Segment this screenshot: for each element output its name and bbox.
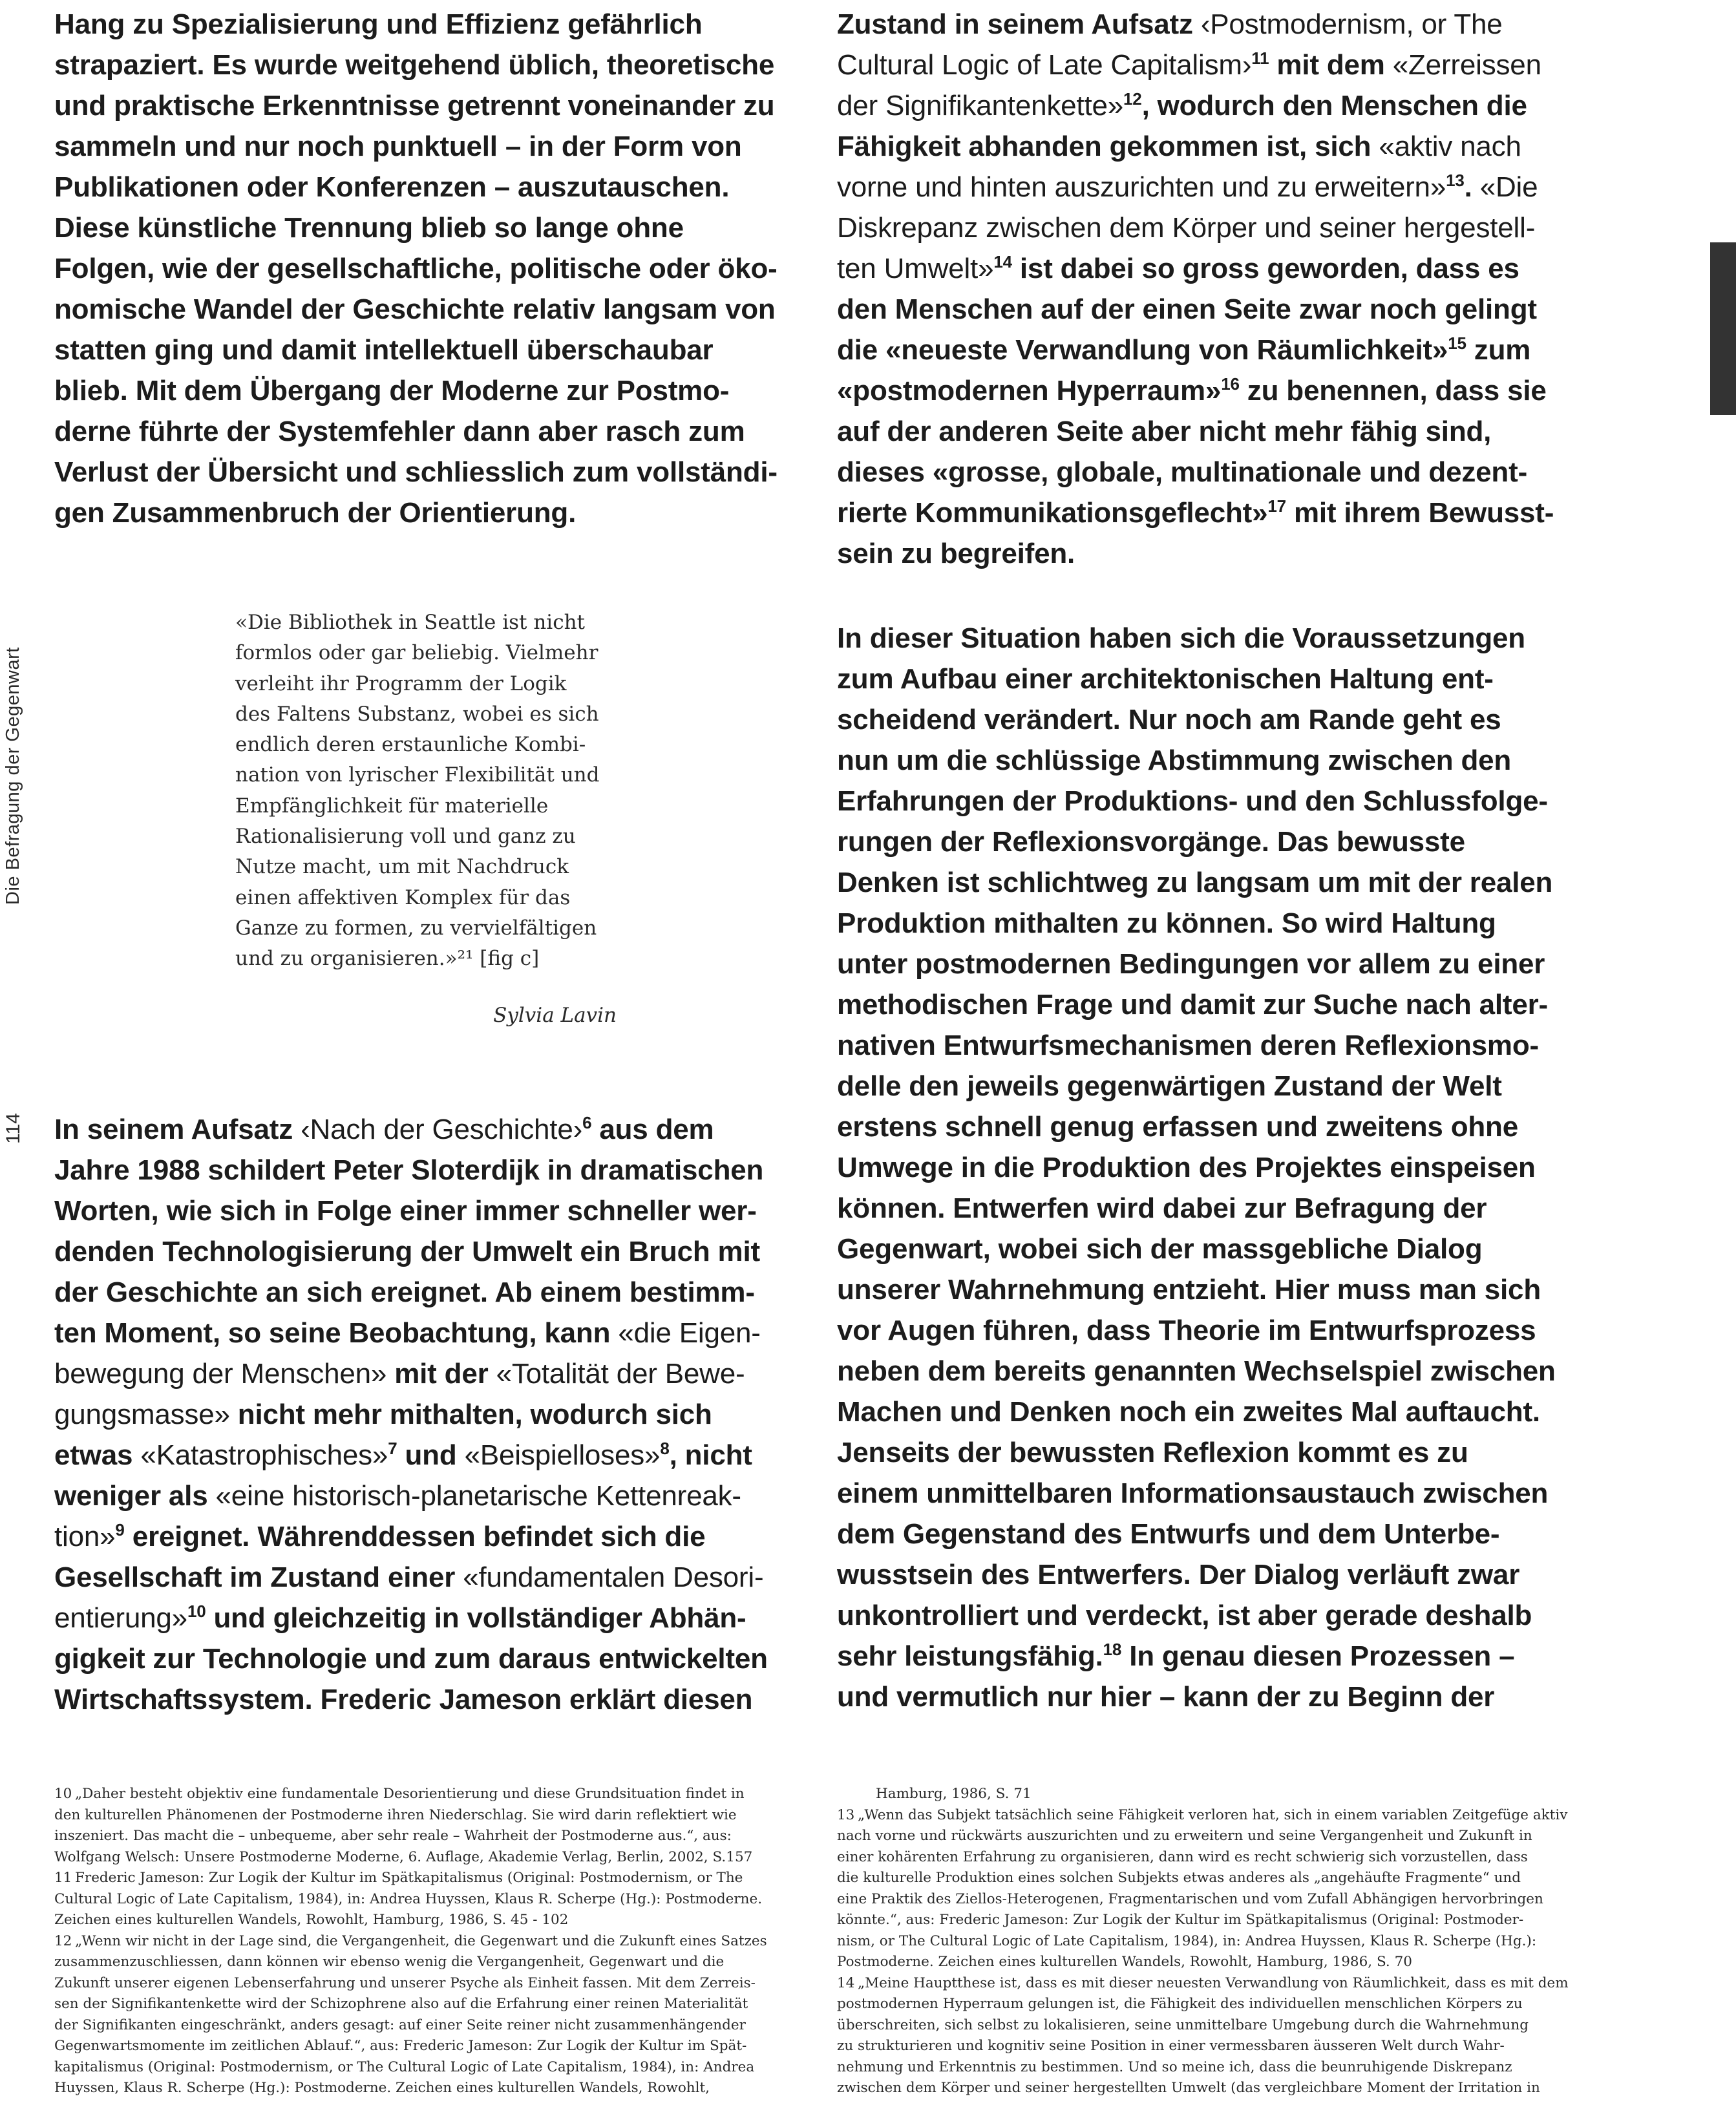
quote-line: verleiht ihr Programm der Logik <box>235 672 567 695</box>
footnote-line: zwischen dem Körper und seiner hergestellten Umwelt (das vergleichbare Moment der Irritation in <box>837 2080 1540 2096</box>
left-column-top-paragraph <box>54 4 817 533</box>
text-line: Denken ist schlichtweg zu langsam um mit der realen <box>837 867 1553 898</box>
text-line: und praktische Erkenntnisse getrennt voneinander zu <box>54 90 775 122</box>
footnote-line: eine Praktik des Ziellos-Heterogenen, Fragmentarischen und vom Zufall Abhängigen hervorbringen <box>837 1890 1543 1907</box>
footnote-line: Cultural Logic of Late Capitalism, 1984), in: Andrea Huyssen, Klaus R. Scherpe (Hg.): Postmoderne. <box>54 1890 763 1907</box>
footnote-10 <box>54 1784 817 1868</box>
text-line: delle den jeweils gegenwärtigen Zustand der Welt <box>837 1070 1502 1102</box>
quote-line: formlos oder gar beliebig. Vielmehr <box>235 641 598 665</box>
running-title: Die Befragung der Gegenwart <box>3 647 23 905</box>
footnote-line: Postmoderne. Zeichen eines kulturellen Wandels, Rowohlt, Hamburg, 1986, S. 70 <box>837 1954 1412 1970</box>
text-line: dem Gegenstand des Entwurfs und dem Unterbe- <box>837 1518 1500 1550</box>
footnote-line: nism, or The Cultural Logic of Late Capitalism, 1984), in: Andrea Huyssen, Klaus R. Scherpe (Hg.): <box>837 1932 1537 1949</box>
footnote-line: nach vorne und rückwärts auszurichten und zu erweitern und seine Vergangenheit und Zukunft in <box>837 1828 1532 1844</box>
footnote-line: Gegenwartsmomente im zeitlichen Ablauf.“, aus: Frederic Jameson: Zur Logik der Kultur im Spät- <box>54 2038 747 2054</box>
text-line: denden Technologisierung der Umwelt ein Bruch mit <box>54 1236 760 1267</box>
footnote-line: inszeniert. Das macht die – unbequeme, aber sehr reale – Wahrheit der Postmoderne aus.“, aus: <box>54 1828 732 1844</box>
quote-line: Empfänglichkeit für materielle <box>235 794 549 818</box>
footnote-line: 14 „Meine Hauptthese ist, dass es mit dieser neuesten Verwandlung von Räumlichkeit, dass es mit dem <box>876 1973 1600 1994</box>
quote-author: Sylvia Lavin <box>493 1004 617 1027</box>
text-line: den Menschen auf der einen Seite zwar noch gelingt <box>837 293 1537 325</box>
text-line: Umwege in die Produktion des Projektes einspeisen <box>837 1152 1536 1183</box>
text-line: nomische Wandel der Geschichte relativ langsam von <box>54 293 776 325</box>
text-line: der Geschichte an sich ereignet. Ab einem bestimm- <box>54 1276 755 1308</box>
text-line: dieses «grosse, globale, multinationale und dezent- <box>837 456 1528 488</box>
text-line: tion»$^9$ ereignet. Währenddessen befindet sich die <box>54 1520 706 1552</box>
text-line: Cultural Logic of Late Capitalism›$^{11}$ mit dem «Zerreissen <box>837 48 1541 81</box>
text-line: zum Aufbau einer architektonischen Haltung ent- <box>837 663 1494 695</box>
text-line: derne führte der Systemfehler dann aber rasch zum <box>54 416 745 447</box>
text-line: Gegenwart, wobei sich der massgebliche Dialog <box>837 1233 1483 1265</box>
text-line: In dieser Situation haben sich die Voraussetzungen <box>837 622 1525 654</box>
footnote-line: 11 Frederic Jameson: Zur Logik der Kultur im Spätkapitalismus (Original: Postmodernism, or The <box>93 1868 817 1889</box>
text-line: Verlust der Übersicht und schliesslich zum vollständi- <box>54 456 778 488</box>
text-line: der Signifikantenkette»$^{12}$, wodurch den Menschen die <box>837 89 1527 122</box>
text-line: ten Moment, so seine Beobachtung, kann «die Eigen- <box>54 1317 761 1349</box>
footnote-number: 12 <box>54 1932 72 1949</box>
text-line: auf der anderen Seite aber nicht mehr fähig sind, <box>837 416 1492 447</box>
text-line: Diese künstliche Trennung blieb so lange ohne <box>54 212 684 244</box>
text-line: Zustand in seinem Aufsatz ‹Postmodernism, or The <box>837 8 1503 40</box>
footnote-number: 14 <box>837 1974 855 1991</box>
footnote-line: sen der Signifikantenkette wird der Schizophrene also auf die Erfahrung einer reinen Materialität <box>54 1996 748 2012</box>
text-line: rungen der Reflexionsvorgänge. Das bewusste <box>837 826 1465 858</box>
quote-line: Nutze macht, um mit Nachdruck <box>235 855 569 879</box>
footnote-line: 12 „Wenn wir nicht in der Lage sind, die Vergangenheit, die Gegenwart und die Zukunft eines Satzes <box>93 1931 817 1952</box>
footnotes-right <box>837 1784 1600 2099</box>
text-line: weniger als «eine historisch-planetarische Kettenreak- <box>54 1480 741 1512</box>
quote-line: «Die Bibliothek in Seattle ist nicht <box>235 611 586 634</box>
text-line: Erfahrungen der Produktions- und den Schlussfolge- <box>837 785 1548 817</box>
footnote-line: einer kohärenten Erfahrung zu organisieren, dann wird es recht schwierig sich vorzustellen, dass <box>837 1848 1528 1865</box>
footnote-line: den kulturellen Phänomenen der Postmoderne ihren Niederschlag. Sie wird darin reflektiert wie <box>54 1806 737 1823</box>
text-line: gungsmasse» nicht mehr mithalten, wodurch sich <box>54 1399 712 1430</box>
text-line: Produktion mithalten zu können. So wird Haltung <box>837 907 1496 939</box>
text-line: Wirtschaftssystem. Frederic Jameson erklärt diesen <box>54 1684 753 1715</box>
quote-line: Ganze zu formen, zu vervielfältigen <box>235 916 597 940</box>
text-line: blieb. Mit dem Übergang der Moderne zur Postmo- <box>54 375 730 407</box>
text-line: Hang zu Spezialisierung und Effizienz gefährlich <box>54 8 703 40</box>
right-column-bottom-paragraph <box>837 618 1600 1717</box>
text-line: erstens schnell genug erfassen und zweitens ohne <box>837 1111 1519 1143</box>
footnote-line: Wolfgang Welsch: Unsere Postmoderne Moderne, 6. Auflage, Akademie Verlag, Berlin, 2002, S.157 <box>54 1848 753 1865</box>
text-line: «postmodernen Hyperraum»$^{16}$ zu benennen, dass sie <box>837 374 1547 407</box>
text-line: Diskrepanz zwischen dem Körper und seiner hergestell- <box>837 212 1536 244</box>
block-quote <box>235 608 623 975</box>
text-line: Folgen, wie der gesellschaftliche, politische oder öko- <box>54 253 778 284</box>
quote-line: nation von lyrischer Flexibilität und <box>235 763 600 787</box>
text-line: sein zu begreifen. <box>837 538 1075 569</box>
quote-line: Rationalisierung voll und ganz zu <box>235 825 576 849</box>
footnotes-left <box>54 1784 817 2099</box>
text-line: etwas «Katastrophisches»$^7$ und «Beispielloses»$^8$, nicht <box>54 1439 752 1471</box>
text-line: einem unmittelbaren Informationsaustauch zwischen <box>837 1477 1549 1509</box>
footnote-13 <box>837 1805 1600 1973</box>
footnote-12 <box>54 1931 817 2099</box>
text-line: Gesellschaft im Zustand einer «fundamentalen Desori- <box>54 1561 764 1593</box>
right-column-top-paragraph <box>837 4 1600 574</box>
footnote-line: zu strukturieren und kognitiv seine Position in einer vermessbaren äusseren Welt durch Wahr- <box>837 2038 1505 2054</box>
footnote-line: nehmung und Erkenntnis zu bestimmen. Und so meine ich, dass die beunruhigende Diskrepanz <box>837 2058 1512 2075</box>
text-line: unserer Wahrnehmung entzieht. Hier muss man sich <box>837 1274 1541 1306</box>
footnote-14 <box>837 1973 1600 2099</box>
quote-line: des Faltens Substanz, wobei es sich <box>235 702 599 726</box>
text-line: nativen Entwurfsmechanismen deren Reflexionsmo- <box>837 1030 1539 1061</box>
text-line: Jenseits der bewussten Reflexion kommt es zu <box>837 1437 1468 1468</box>
text-line: wusstsein des Entwerfers. Der Dialog verläuft zwar <box>837 1559 1520 1591</box>
text-line: neben dem bereits genannten Wechselspiel zwischen <box>837 1355 1556 1387</box>
text-line: können. Entwerfen wird dabei zur Befragung der <box>837 1192 1487 1224</box>
footnote-line: zusammenzuschliessen, dann können wir ebenso wenig die Vergangenheit, Gegenwart und die <box>54 1954 725 1970</box>
footnote-line: Zeichen eines kulturellen Wandels, Rowohlt, Hamburg, 1986, S. 45 - 102 <box>54 1912 569 1928</box>
footnote-number: 10 <box>54 1786 72 1802</box>
footnote-line: 13 „Wenn das Subjekt tatsächlich seine Fähigkeit verloren hat, sich in einem variablen Zeitgefüge aktiv <box>876 1805 1600 1826</box>
text-line: bewegung der Menschen» mit der «Totalität der Bewe- <box>54 1358 745 1390</box>
text-line: vor Augen führen, dass Theorie im Entwurfsprozess <box>837 1315 1536 1346</box>
edge-thumb-tab <box>1710 242 1736 415</box>
text-line: Machen und Denken noch ein zweites Mal auftaucht. <box>837 1396 1540 1428</box>
text-line: und vermutlich nur hier – kann der zu Beginn der <box>837 1681 1495 1713</box>
footnote-line: 10 „Daher besteht objektiv eine fundamentale Desorientierung und diese Grundsituation findet in <box>93 1784 817 1805</box>
text-line: Worten, wie sich in Folge einer immer schneller wer- <box>54 1195 757 1227</box>
footnote-line: die kulturelle Produktion eines solchen Subjekts etwas anderes als „angehäufte Fragmente“ und <box>837 1870 1521 1886</box>
footnote-11 <box>54 1868 817 1931</box>
text-line: ten Umwelt»$^{14}$ ist dabei so gross geworden, dass es <box>837 252 1519 284</box>
footnote-line: der Signifikanten eingeschränkt, anders gesagt: auf einer Seite reiner nicht zusammenhängender <box>54 2016 746 2033</box>
footnote-line: könnte.“, aus: Frederic Jameson: Zur Logik der Kultur im Spätkapitalismus (Original: Postmoder- <box>837 1912 1524 1928</box>
text-line: In seinem Aufsatz ‹Nach der Geschichte›$^6$ aus dem <box>54 1113 714 1145</box>
footnote-line: postmodernen Hyperraum gelungen ist, die Fähigkeit des individuellen menschlichen Körpers zu <box>837 1996 1523 2012</box>
text-line: scheidend verändert. Nur noch am Rande geht es <box>837 704 1501 735</box>
text-line: entierung»$^{10}$ und gleichzeitig in vollständiger Abhän- <box>54 1602 746 1634</box>
footnote-continuation: Hamburg, 1986, S. 71 <box>876 1786 1032 1802</box>
left-column-bottom-paragraph <box>54 1109 817 1720</box>
text-line: strapaziert. Es wurde weitgehend üblich, theoretische <box>54 49 775 81</box>
footnote-number: 13 <box>837 1806 855 1823</box>
quote-line: einen affektiven Komplex für das <box>235 885 571 909</box>
page-number: 114 <box>3 1113 24 1144</box>
text-line: Jahre 1988 schildert Peter Sloterdijk in dramatischen <box>54 1154 764 1186</box>
text-line: unkontrolliert und verdeckt, ist aber gerade deshalb <box>837 1600 1532 1631</box>
footnote-line: Huyssen, Klaus R. Scherpe (Hg.): Postmoderne. Zeichen eines kulturellen Wandels, Rowohlt, <box>54 2080 710 2096</box>
text-line: nun um die schlüssige Abstimmung zwischen den <box>837 745 1512 776</box>
footnote-line: Zukunft unserer eigenen Lebenserfahrung und unserer Psyche als Einheit fassen. Mit dem Zerreis- <box>54 1974 756 1991</box>
quote-line: endlich deren erstaunliche Kombi- <box>235 733 586 757</box>
text-line: die «neueste Verwandlung von Räumlichkeit»$^{15}$ zum <box>837 333 1531 366</box>
text-line: Publikationen oder Konferenzen – auszutauschen. <box>54 171 730 203</box>
text-line: sehr leistungsfähig.$^{18}$ In genau diesen Prozessen – <box>837 1640 1515 1672</box>
text-line: rierte Kommunikationsgeflecht»$^{17}$ mit ihrem Bewusst- <box>837 496 1554 529</box>
text-line: unter postmodernen Bedingungen vor allem zu einer <box>837 948 1545 980</box>
footnote-line: überschreiten, sich selbst zu lokalisieren, seine unmittelbare Umgebung durch die Wahrnehmung <box>837 2016 1529 2033</box>
text-line: vorne und hinten auszurichten und zu erweitern»$^{13}$. «Die <box>837 171 1538 203</box>
text-line: gen Zusammenbruch der Orientierung. <box>54 497 577 529</box>
footnote-number: 11 <box>54 1870 72 1886</box>
text-line: Fähigkeit abhanden gekommen ist, sich «aktiv nach <box>837 131 1521 162</box>
quote-line: und zu organisieren.»²¹ [fig c] <box>235 947 540 971</box>
text-line: sammeln und nur noch punktuell – in der Form von <box>54 131 742 162</box>
text-line: gigkeit zur Technologie und zum daraus entwickelten <box>54 1643 768 1675</box>
text-line: methodischen Frage und damit zur Suche nach alter- <box>837 989 1548 1021</box>
footnote-line: kapitalismus (Original: Postmodernism, or The Cultural Logic of Late Capitalism, 1984), in: Andrea <box>54 2058 755 2075</box>
text-line: statten ging und damit intellektuell überschaubar <box>54 334 714 366</box>
